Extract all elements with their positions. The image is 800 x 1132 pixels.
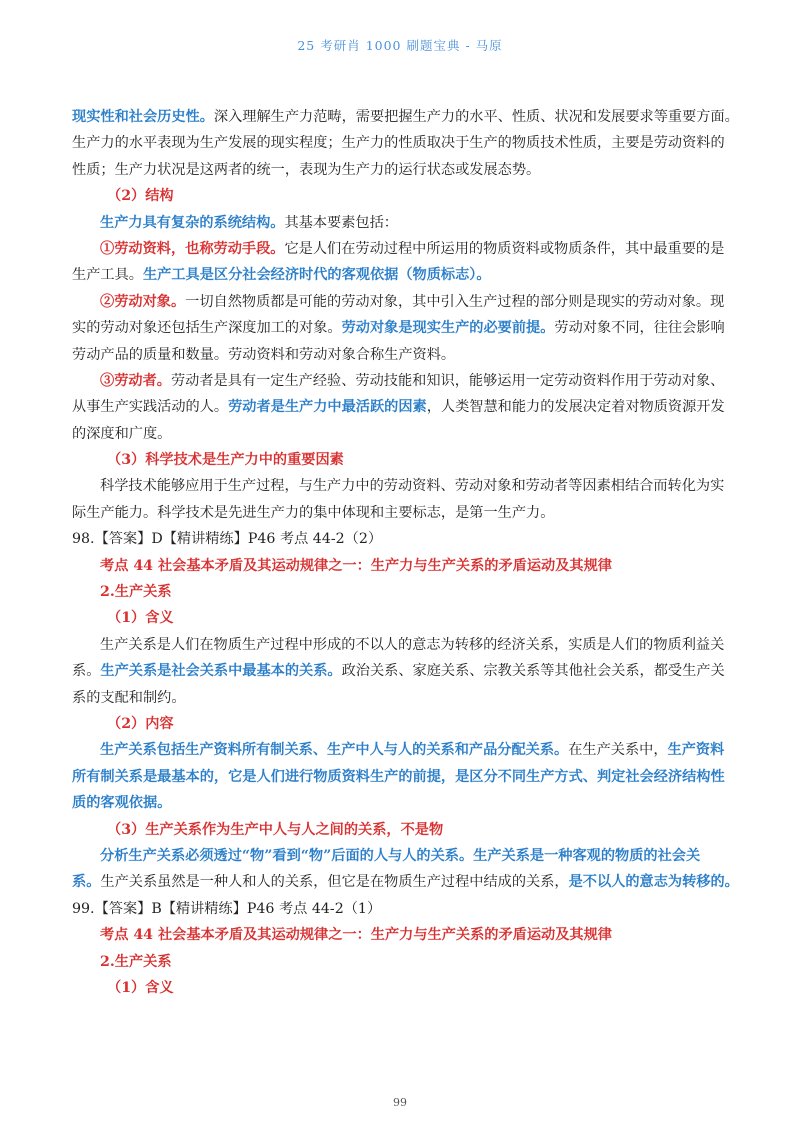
text-line (72, 368, 728, 394)
body-text: 在生产关系中， (568, 742, 668, 759)
blue-emphasis-text: 现实性和社会历史性。 (72, 109, 214, 125)
text-line (72, 394, 728, 420)
blue-emphasis-text: 生产力具有复杂的系统结构。 (100, 214, 285, 231)
red-heading-text: 2.生产关系 (100, 953, 172, 970)
body-text: 劳动对象不同，往往会影响 (554, 320, 725, 337)
red-heading-text: （3）科学技术是生产力中的重要因素 (107, 452, 344, 469)
body-text: 政治关系、家庭关系、宗教关系等其他社会关系，都受生产关 (341, 663, 725, 680)
blue-emphasis-text: 生产资料 (667, 742, 725, 759)
text-line (72, 157, 728, 183)
body-text: 生产力的水平表现为生产发展的现实程度；生产力的性质取决于生产的物质技术性质，主要是劳动资料的 (72, 135, 725, 152)
blue-emphasis-text: 质的客观依据。 (72, 795, 172, 812)
text-line (72, 236, 728, 262)
body-text: 科学技术能够应用于生产过程，与生产力中的劳动资料、劳动对象和劳动者等因素相结合而转化为实 (100, 478, 725, 495)
body-text: ，人类智慧和能力的发展决定着对物质资源开发 (426, 399, 725, 416)
red-heading-text: ①劳动资料，也称劳动手段。 (100, 240, 285, 257)
blue-emphasis-text: 劳动者是生产力中最活跃的因素 (228, 399, 427, 416)
red-heading-text: 2.生产关系 (100, 584, 172, 601)
blue-emphasis-text: 生产关系包括生产资料所有制关系、生产中人与人的关系和产品分配关系。 (100, 742, 569, 759)
text-line (72, 104, 739, 130)
text-line (72, 500, 728, 526)
body-text: 生产关系是人们在物质生产过程中形成的不以人的意志为转移的经济关系，实质是人们的物质利益关 (100, 636, 725, 653)
body-text: 99.【答案】B【精讲精练】P46 考点 44-2（1） (72, 900, 382, 917)
red-heading-text: （2）内容 (107, 715, 174, 732)
red-heading-text: （1）含义 (107, 610, 174, 627)
body-text: 从事生产实践活动的人。 (72, 399, 229, 416)
page-header: 25 考研肖 1000 刷题宝典 - 马原 (297, 38, 503, 53)
body-text: 98.【答案】D【精讲精练】P46 考点 44-2（2） (72, 531, 383, 548)
text-line (72, 447, 728, 473)
blue-emphasis-text: 所有制关系是最基本的， (72, 768, 229, 785)
body-text: 它是人们在劳动过程中所运用的物质资料或物质条件，其中最重要的是 (284, 240, 725, 257)
red-heading-text: ③劳动者。 (100, 372, 171, 389)
body-text: 一切自然物质都是可能的劳动对象，其中引入生产过程的部分则是现实的劳动对象。现 (185, 293, 725, 310)
body-text: 系。 (72, 663, 101, 680)
red-heading-text: ②劳动对象。 (100, 293, 186, 310)
text-line (72, 975, 728, 1001)
red-heading-text: 考点 44 社会基本矛盾及其运动规律之一：生产力与生产关系的矛盾运动及其规律 (100, 927, 612, 944)
text-line (72, 342, 728, 368)
text-line (72, 262, 728, 288)
red-heading-text: （3）生产关系作为生产中人与人之间的关系，不是物 (107, 821, 444, 838)
blue-emphasis-text: 它是人们进行物质资料生产的前提， (228, 768, 456, 785)
text-line (72, 289, 728, 315)
text-line (72, 869, 739, 895)
text-line (72, 632, 728, 658)
blue-emphasis-text: 是不以人的意志为转移的。 (568, 874, 739, 891)
text-line (72, 790, 728, 816)
text-line (72, 764, 728, 790)
body-text: 其基本要素包括： (284, 214, 398, 231)
body-text: 生产工具。 (72, 267, 143, 284)
text-line (72, 817, 728, 843)
body-text: 性质；生产力状况是这两者的统一，表现为生产力的运行状态或发展态势。 (72, 161, 541, 178)
body-text: 的深度和广度。 (72, 425, 172, 442)
text-line (72, 183, 728, 209)
text-line (72, 473, 728, 499)
text-line (72, 843, 728, 869)
text-line (72, 658, 728, 684)
text-line (72, 605, 728, 631)
red-heading-text: （1）含义 (107, 979, 174, 996)
body-text: 实的劳动对象还包括生产深度加工的对象。 (72, 320, 342, 337)
text-line (72, 737, 728, 763)
blue-emphasis-text: 劳动对象是现实生产的必要前提。 (341, 320, 555, 337)
page-number: 99 (393, 1096, 407, 1109)
blue-emphasis-text: 生产工具是区分社会经济时代的客观依据（物质标志）。 (142, 267, 491, 284)
body-text: 劳动者是具有一定生产经验、劳动技能和知识，能够运用一定劳动资料作用于劳动对象、 (170, 372, 725, 389)
blue-emphasis-text: 系。 (72, 874, 101, 891)
text-line (72, 526, 728, 552)
red-heading-text: 考点 44 社会基本矛盾及其运动规律之一：生产力与生产关系的矛盾运动及其规律 (100, 557, 612, 574)
body-text: 生产关系虽然是一种人和人的关系，但它是在物质生产过程中结成的关系， (100, 874, 569, 891)
red-heading-text: （2）结构 (107, 188, 174, 205)
blue-emphasis-text: 是区分不同生产方式、判定社会经济结构性 (455, 768, 725, 785)
text-line (72, 421, 728, 447)
text-line (72, 315, 728, 341)
text-line (72, 922, 728, 948)
body-text: 深入理解生产力范畴，需要把握生产力的水平、性质、状况和发展要求等重要方面。 (213, 109, 739, 125)
text-line (72, 711, 728, 737)
blue-emphasis-text: 生产关系是社会关系中最基本的关系。 (100, 663, 342, 680)
body-text: 际生产能力。科学技术是先进生产力的集中体现和主要标志，是第一生产力。 (72, 504, 555, 521)
text-line (72, 553, 728, 579)
text-line (72, 949, 728, 975)
text-line (72, 685, 728, 711)
body-text: 劳动产品的质量和数量。劳动资料和劳动对象合称生产资料。 (72, 346, 456, 363)
text-line (72, 579, 728, 605)
document-body (72, 104, 739, 1001)
blue-emphasis-text: 分析生产关系必须透过“物”看到“物”后面的人与人的关系。生产关系是一种客观的物质的社会关 (100, 847, 701, 864)
text-line (72, 210, 728, 236)
body-text: 系的支配和制约。 (72, 689, 186, 706)
text-line (72, 896, 728, 922)
text-line (72, 130, 728, 156)
